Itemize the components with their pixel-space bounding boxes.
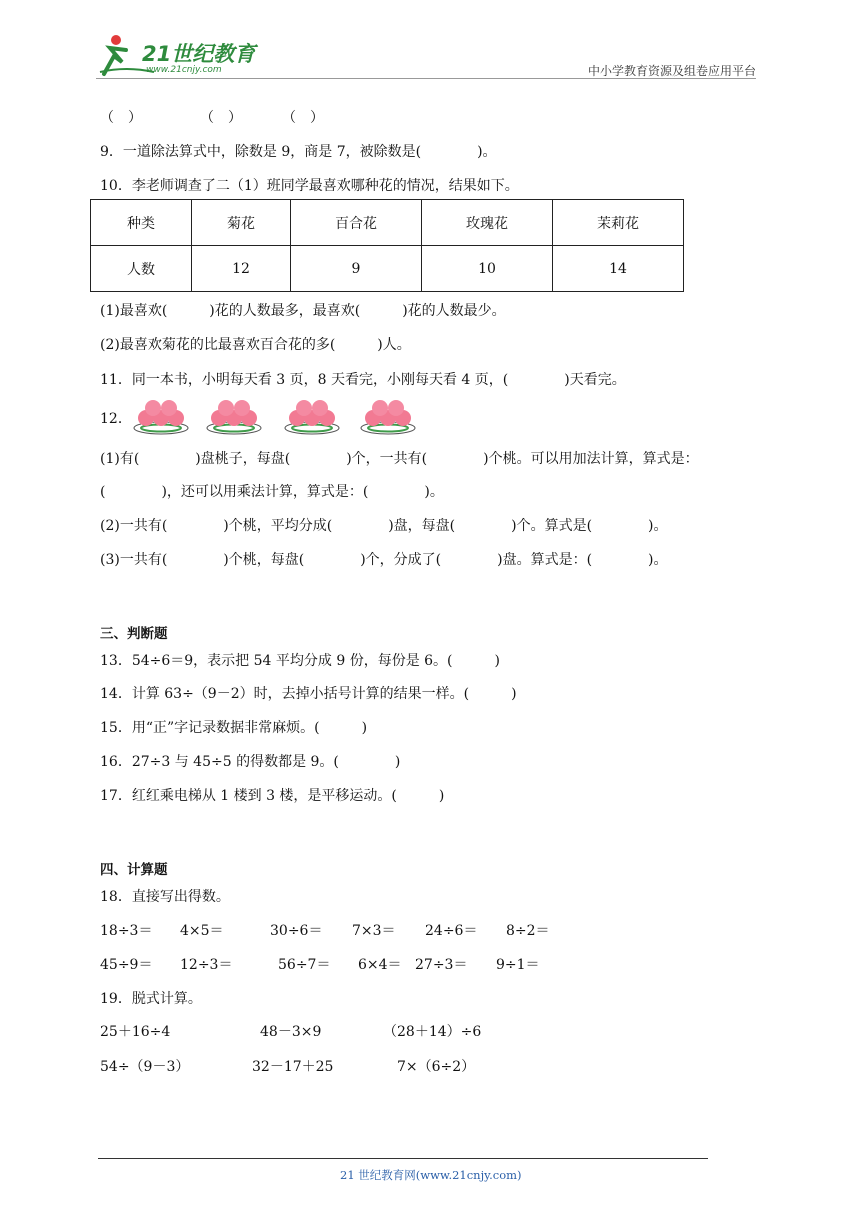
question-12: 12． [100,411,132,427]
calc-item: 12÷3＝ [180,957,233,973]
step-calc-item: 7×（6÷2） [397,1059,476,1075]
table-cell: 12 [192,246,291,292]
question-12-part-2: (2)一共有( )个桃，平均分成( )盘，每盘( )个。算式是( )。 [100,518,668,534]
question-19: 19．脱式计算。 [100,991,202,1007]
logo-text: 21世纪教育 [142,42,256,66]
question-10-part-2: (2)最喜欢菊花的比最喜欢百合花的多( )人。 [100,337,411,353]
table-row [91,246,684,292]
table-cell: 10 [422,246,553,292]
step-calc-item: （28＋14）÷6 [383,1024,482,1040]
calc-item: 27÷3＝ [415,957,468,973]
question-16: 16．27÷3 与 45÷5 的得数都是 9。( ) [100,754,401,770]
step-calc-item: 32－17＋25 [252,1059,334,1075]
answer-paren: （ ） [100,110,142,126]
calc-item: 4×5＝ [180,923,224,939]
flower-survey-table [90,199,684,292]
table-row [91,200,684,246]
peach-plate-icon [132,398,190,440]
logo-runner-head [111,35,121,45]
calc-item: 7×3＝ [352,923,396,939]
answer-paren: （ ） [282,110,324,126]
calc-item: 6×4＝ [358,957,402,973]
calc-item: 18÷3＝ [100,923,153,939]
table-header-cell: 种类 [91,200,192,246]
question-14: 14．计算 63÷（9－2）时，去掉小括号计算的结果一样。( ) [100,686,517,702]
table-cell: 人数 [91,246,192,292]
step-calc-item: 54÷（9－3） [100,1059,190,1075]
step-calc-item: 48－3×9 [260,1024,322,1040]
header-divider [96,78,756,79]
question-11: 11．同一本书，小明每天看 3 页，8 天看完，小刚每天看 4 页，( )天看完。 [100,372,626,388]
calc-item: 56÷7＝ [278,957,331,973]
logo-url: www.21cnjy.com [146,65,222,75]
table-cell: 14 [553,246,684,292]
question-12-part-1: (1)有( )盘桃子，每盘( )个，一共有( )个桃。可以用加法计算，算式是： [100,451,699,467]
question-10-part-1: (1)最喜欢( )花的人数最多，最喜欢( )花的人数最少。 [100,303,506,319]
calc-item: 30÷6＝ [270,923,323,939]
question-18: 18．直接写出得数。 [100,889,230,905]
question-10: 10．李老师调查了二（1）班同学最喜欢哪种花的情况，结果如下。 [100,178,519,194]
question-12-part-3: (3)一共有( )个桃，每盘( )个，分成了( )盘。算式是：( )。 [100,552,668,568]
table-header-cell: 菊花 [192,200,291,246]
answer-paren: （ ） [200,110,242,126]
table-cell: 9 [291,246,422,292]
question-12-part-1-cont: ( )，还可以用乘法计算，算式是：( )。 [100,484,444,500]
question-15: 15．用“正”字记录数据非常麻烦。( ) [100,720,368,736]
peach-plate-icon [359,398,417,440]
calc-item: 8÷2＝ [506,923,550,939]
footer-divider [98,1158,708,1159]
calc-item: 9÷1＝ [496,957,540,973]
calc-item: 45÷9＝ [100,957,153,973]
step-calc-item: 25＋16÷4 [100,1024,171,1040]
table-header-cell: 茉莉花 [553,200,684,246]
calc-item: 24÷6＝ [425,923,478,939]
peach-plate-icon [283,398,341,440]
table-header-cell: 百合花 [291,200,422,246]
question-9: 9．一道除法算式中，除数是 9，商是 7，被除数是( )。 [100,144,497,160]
question-17: 17．红红乘电梯从 1 楼到 3 楼，是平移运动。( ) [100,788,445,804]
section-heading: 三、判断题 [100,626,168,642]
section-heading: 四、计算题 [100,862,168,878]
footer-link[interactable]: 21 世纪教育网(www.21cnjy.com) [340,1168,522,1182]
question-13: 13．54÷6＝9，表示把 54 平均分成 9 份，每份是 6。( ) [100,653,500,669]
header-slogan: 中小学教育资源及组卷应用平台 [587,64,756,78]
site-logo [96,32,266,82]
table-header-cell: 玫瑰花 [422,200,553,246]
peach-plate-icon [205,398,263,440]
